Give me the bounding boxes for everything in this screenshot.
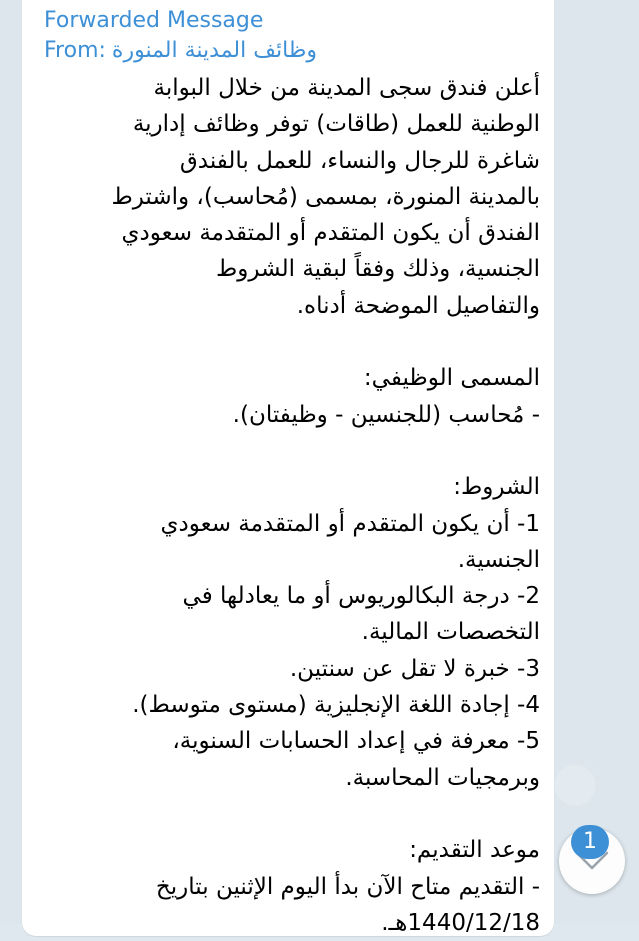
job-title-line: - مُحاسب (للجنسين - وظيفتان).	[232, 401, 540, 428]
paragraph-gap	[40, 433, 540, 469]
condition-line: 3- خبرة لا تقل عن سنتين.	[289, 655, 540, 682]
condition-line: 2- درجة البكالوريوس أو ما يعادلها في	[182, 583, 540, 610]
condition-line: الجنسية.	[457, 546, 540, 573]
condition-line: 1- أن يكون المتقدم أو المتقدمة سعودي	[160, 510, 540, 537]
message-text	[40, 70, 540, 941]
job-title-heading: المسمى الوظيفي:	[363, 365, 540, 392]
intro-line: الوطنية للعمل (طاقات) توفر وظائف إدارية	[132, 111, 540, 138]
condition-line: التخصصات المالية.	[361, 619, 540, 646]
from-prefix: From:	[44, 38, 106, 63]
from-channel-name[interactable]: وظائف المدينة المنورة	[111, 38, 317, 63]
deadline-line: 1440/12/18هـ.	[381, 909, 540, 936]
condition-line: 4- إجادة اللغة الإنجليزية (مستوى متوسط).	[132, 692, 540, 719]
unread-count-badge: 1	[571, 825, 609, 859]
forwarded-from[interactable]	[44, 36, 317, 66]
paragraph-gap	[40, 324, 540, 360]
intro-line: أعلن فندق سجى المدينة من خلال البوابة	[153, 75, 540, 101]
forwarded-label: Forwarded Message	[44, 8, 264, 33]
deadline-heading: موعد التقديم:	[409, 837, 540, 864]
condition-line: وبرمجيات المحاسبة.	[345, 764, 540, 791]
conditions-heading: الشروط:	[453, 474, 540, 501]
intro-line: الجنسية، وذلك وفقاً لبقية الشروط	[216, 256, 540, 283]
paragraph-gap	[40, 796, 540, 832]
intro-line: بالمدينة المنورة، بمسمى (مُحاسب)، واشترط	[111, 183, 540, 210]
intro-line: والتفاصيل الموضحة أدناه.	[296, 292, 540, 319]
intro-line: شاغرة للرجال والنساء، للعمل بالفندق	[179, 147, 540, 174]
condition-line: 5- معرفة في إعداد الحسابات السنوية،	[172, 728, 540, 755]
intro-line: الفندق أن يكون المتقدم أو المتقدمة سعودي	[121, 220, 540, 247]
deadline-line: - التقديم متاح الآن بدأ اليوم الإثنين بتاريخ	[155, 873, 540, 900]
